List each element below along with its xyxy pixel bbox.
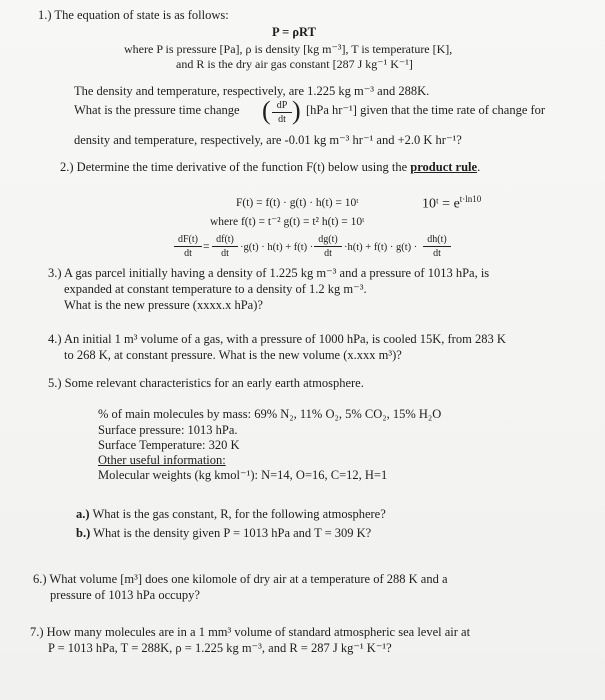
q6-line-2: pressure of 1013 hPa occupy? — [50, 588, 200, 602]
term-2-tail: ·h(t) + f(t) · g(t) · — [344, 242, 418, 253]
df-fraction: df(t) dt — [212, 234, 238, 259]
q5-other-info-heading: Other useful information: — [98, 453, 226, 467]
q5-part-a: a.) What is the gas constant, R, for the following atmosphere? — [76, 507, 386, 521]
q1-definition-1: where P is pressure [Pa], ρ is density [kg m⁻³], T is temperature [K], — [124, 42, 453, 56]
q7-line-1: 7.) How many molecules are in a 1 mm³ volume of standard atmospheric sea level air at — [30, 625, 471, 639]
q1-paragraph-2b: [hPa hr⁻¹] given that the time rate of change for — [306, 103, 546, 117]
q2-intro: 2.) Determine the time derivative of the function F(t) below using the product rule. — [60, 160, 481, 174]
q5-molecular-weights: Molecular weights (kg kmol⁻¹): N=14, O=16, C=12, H=1 — [98, 468, 388, 482]
dp-dt-fraction — [272, 100, 292, 125]
q1-equation: P = ρRT — [272, 25, 316, 39]
q3-line-1: 3.) A gas parcel initially having a density of 1.225 kg m⁻³ and a pressure of 1013 hPa, is — [48, 266, 490, 280]
term-1-tail: ·g(t) · h(t) + f(t) · — [240, 242, 314, 253]
df-total-fraction: dF(t) dt — [174, 234, 202, 259]
q1-intro: 1.) The equation of state is as follows: — [38, 8, 229, 22]
dt-denominator: dt — [278, 114, 286, 125]
q3-line-2: expanded at constant temperature to a density of 1.2 kg m⁻³. — [64, 282, 367, 296]
q5-intro: 5.) Some relevant characteristics for an early earth atmosphere. — [48, 376, 364, 390]
q5-surface-pressure: Surface pressure: 1013 hPa. — [98, 423, 238, 437]
q7-line-2: P = 1013 hPa, T = 288K, ρ = 1.225 kg m⁻³, and R = 287 J kg⁻¹ K⁻¹? — [48, 641, 392, 655]
q1-paragraph-3: density and temperature, respectively, are -0.01 kg m⁻³ hr⁻¹ and +2.0 K hr⁻¹? — [74, 133, 462, 147]
q1-paragraph-1: The density and temperature, respectively, are 1.225 kg m⁻³ and 288K. — [74, 84, 430, 98]
q2-function: F(t) = f(t) · g(t) · h(t) = 10ᵗ — [236, 197, 359, 209]
q5-part-b: b.) What is the density given P = 1013 hPa and T = 309 K? — [76, 526, 372, 540]
q5-molecules: % of main molecules by mass: 69% N₂, 11% O₂, 5% CO₂, 15% H₂O — [98, 407, 442, 421]
q1-paragraph-2a: What is the pressure time change — [74, 103, 240, 117]
q2-where: where f(t) = t⁻² g(t) = t² h(t) = 10ᵗ — [210, 216, 365, 228]
q6-line-1: 6.) What volume [m³] does one kilomole of dry air at a temperature of 288 K and a — [33, 572, 448, 586]
equals-sign: = — [203, 241, 210, 253]
q1-definition-2: and R is the dry air gas constant [287 J kg⁻¹ K⁻¹] — [176, 57, 413, 71]
q5-surface-temperature: Surface Temperature: 320 K — [98, 438, 240, 452]
dh-fraction: dh(t) dt — [423, 234, 451, 259]
dp-numerator: dP — [276, 100, 288, 111]
q2-identity: 10ᵗ = $e^{t\cdot ln10}$ — [422, 194, 482, 212]
left-paren: ( — [262, 96, 271, 125]
q3-line-3: What is the new pressure (xxxx.x hPa)? — [64, 298, 263, 312]
q4-line-1: 4.) An initial 1 m³ volume of a gas, with a pressure of 1000 hPa, is cooled 15K, from 283 K — [48, 332, 506, 346]
dg-fraction: dg(t) dt — [314, 234, 342, 259]
q4-line-2: to 268 K, at constant pressure. What is the new volume (x.xxx m³)? — [64, 348, 402, 362]
product-rule-label: product rule — [410, 160, 478, 174]
right-paren: ) — [292, 96, 301, 125]
